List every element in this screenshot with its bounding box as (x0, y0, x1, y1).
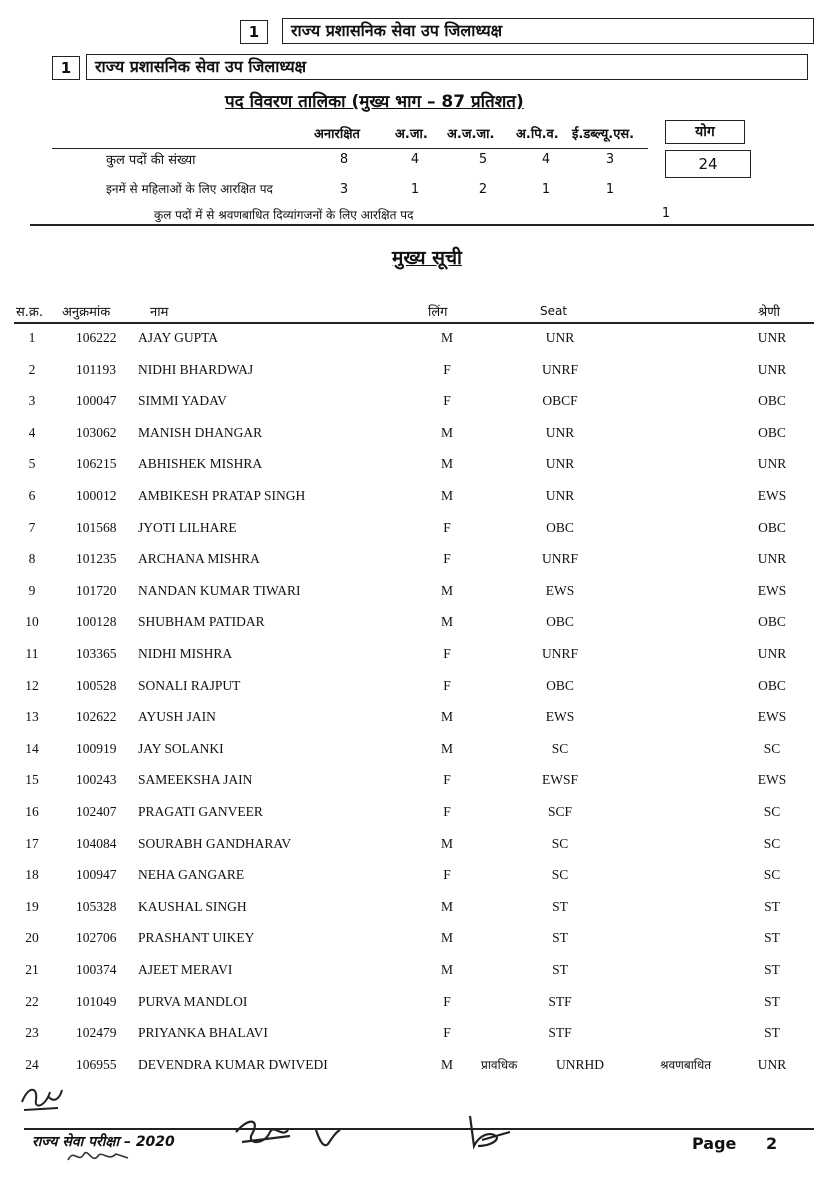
row-sno: 5 (28, 456, 36, 472)
footer-exam-label: राज्य सेवा परीक्षा – 2020 (32, 1134, 175, 1150)
header-title-box-top: राज्य प्रशासनिक सेवा उप जिलाध्यक्ष (282, 18, 814, 44)
row-seat: SCF (547, 804, 573, 819)
row-roll-number: 100012 (76, 488, 117, 503)
row-roll-number: 101720 (76, 582, 117, 598)
row-roll-number: 104084 (76, 835, 117, 851)
col-ews: ई.डब्ल्यू.एस. (572, 127, 635, 142)
row-roll-number: 100128 (76, 614, 117, 630)
table-row (0, 770, 831, 801)
footer-divider (24, 1128, 814, 1130)
table-row (0, 960, 831, 991)
page-label: Page (692, 1134, 737, 1153)
footer-signature (64, 1146, 134, 1168)
row-roll-number: 102407 (76, 804, 117, 819)
row-roll-number: 103365 (76, 646, 117, 661)
row-name: PURVA MANDLOI (138, 993, 248, 1009)
row-name: SHUBHAM PATIDAR (138, 614, 265, 630)
row-gender: M (440, 1056, 453, 1072)
row-roll-number: 106955 (76, 1056, 117, 1072)
row-seat: UNR (545, 456, 575, 472)
row-gender: F (443, 772, 451, 788)
row-name: NEHA GANGARE (138, 867, 245, 883)
table-row (0, 802, 831, 833)
row-roll-number: 106215 (76, 456, 117, 472)
row-seat: UNRF (541, 551, 578, 567)
row-gender: M (440, 835, 453, 851)
row-roll-number: 101049 (76, 993, 117, 1009)
row-name: DEVENDRA KUMAR DWIVEDI (138, 1056, 328, 1072)
row-seat: UNR (545, 488, 575, 503)
row-seat: STF (548, 993, 572, 1009)
row-category: ST (764, 898, 780, 914)
row-gender: F (443, 551, 451, 567)
row-gender: F (443, 646, 451, 661)
row-seat: UNRF (541, 646, 578, 661)
main-list-title: मुख्य सूची (392, 247, 462, 269)
row-category: SC (763, 835, 781, 851)
row-seat: OBC (546, 519, 574, 535)
row-category: EWS (757, 772, 787, 788)
row-roll-number: 100243 (76, 772, 117, 788)
row-seat: EWS (545, 709, 575, 725)
total-unreserved: 8 (339, 152, 349, 167)
table-row (0, 739, 831, 770)
col-sc: अ.जा. (395, 127, 428, 142)
row-category: UNR (757, 330, 787, 345)
row-gender: F (443, 867, 451, 883)
header-number-box: 1 (52, 56, 80, 80)
row-sno: 15 (25, 772, 39, 788)
table-divider (52, 148, 648, 149)
row-name: NANDAN KUMAR TIWARI (138, 582, 301, 598)
row-category: OBC (758, 677, 786, 693)
row-name: PRASHANT UIKEY (138, 930, 255, 946)
table-row (0, 928, 831, 959)
total-st: 5 (478, 152, 488, 167)
table-row (0, 328, 831, 359)
col-header-roll: अनुक्रमांक (62, 305, 111, 320)
row-category: SC (763, 804, 781, 819)
row-roll-number: 102622 (76, 709, 117, 725)
row-sno: 18 (25, 867, 39, 883)
row-roll-number: 101235 (76, 551, 117, 567)
row-gender: M (440, 488, 453, 503)
row-gender: M (440, 456, 453, 472)
col-unreserved: अनारक्षित (314, 127, 360, 142)
row-gender: M (440, 962, 453, 977)
table-row (0, 454, 831, 485)
row-roll-number: 100528 (76, 677, 117, 693)
row-name: SIMMI YADAV (138, 393, 227, 409)
row-sno: 7 (28, 519, 36, 535)
women-sc: 1 (410, 182, 420, 197)
row-name: ARCHANA MISHRA (138, 551, 260, 567)
row-gender: M (440, 930, 453, 946)
row-roll-number: 102706 (76, 930, 117, 946)
total-posts-label: कुल पदों की संख्या (106, 153, 196, 168)
row-seat: EWSF (541, 772, 578, 788)
table-row (0, 1023, 831, 1054)
row-gender: F (443, 393, 451, 409)
row-name: PRAGATI GANVEER (138, 804, 263, 819)
table-row (0, 992, 831, 1023)
row-name: SOURABH GANDHARAV (138, 835, 292, 851)
row-category: ST (764, 993, 780, 1009)
row-name: ABHISHEK MISHRA (138, 456, 263, 472)
row-seat: OBC (546, 614, 574, 630)
row-category: ST (764, 1025, 780, 1041)
header-title-box: राज्य प्रशासनिक सेवा उप जिलाध्यक्ष (86, 54, 808, 80)
section-divider (30, 224, 814, 226)
row-gender: F (443, 804, 451, 819)
row-sno: 11 (25, 646, 39, 661)
row-seat: OBC (546, 677, 574, 693)
row-sno: 19 (25, 898, 39, 914)
row-category: OBC (758, 614, 786, 630)
yog-header: योग (665, 120, 745, 144)
row-category: UNR (757, 551, 787, 567)
row-sno: 10 (25, 614, 39, 630)
row-gender: M (440, 614, 453, 630)
row-gender: M (440, 709, 453, 725)
row-name: AJAY GUPTA (138, 330, 219, 345)
table-row (0, 612, 831, 643)
table-row (0, 865, 831, 896)
row-seat: ST (552, 898, 568, 914)
row-name: AYUSH JAIN (138, 709, 216, 725)
row-roll-number: 100947 (76, 867, 117, 883)
row-roll-number: 101193 (76, 361, 116, 377)
row-gender: F (443, 677, 451, 693)
col-header-sno: स.क्र. (16, 305, 44, 320)
row-sno: 24 (25, 1056, 39, 1072)
row-sno: 20 (25, 930, 39, 946)
row-seat: SC (551, 835, 569, 851)
row-category: UNR (757, 646, 787, 661)
row-seat: ST (552, 930, 568, 946)
row-category: EWS (757, 488, 787, 503)
table-row (0, 391, 831, 422)
row-sno: 1 (28, 330, 36, 345)
row-category: UNR (757, 456, 787, 472)
total-sc: 4 (410, 152, 420, 167)
row-gender: F (443, 361, 451, 377)
table-row (0, 897, 831, 928)
row-category: EWS (757, 709, 787, 725)
table-row (0, 360, 831, 391)
row-seat-note: प्रावधिक (481, 1057, 518, 1072)
row-category: ST (764, 962, 780, 977)
row-seat: OBCF (542, 393, 578, 409)
row-gender: F (443, 1025, 451, 1041)
row-name: SONALI RAJPUT (138, 677, 241, 693)
row-gender: M (440, 330, 453, 345)
row-sno: 14 (25, 740, 39, 756)
page-number: 2 (766, 1134, 778, 1153)
initials-signature (18, 1080, 66, 1116)
total-ews: 3 (605, 152, 615, 167)
table-row (0, 644, 831, 675)
col-obc: अ.पि.व. (516, 127, 559, 142)
row-category: SC (763, 740, 781, 756)
table-row (0, 1055, 831, 1086)
hearing-impaired-value: 1 (661, 206, 671, 221)
table-row (0, 581, 831, 612)
row-sno: 8 (28, 551, 36, 567)
col-st: अ.ज.जा. (447, 127, 495, 142)
row-category: OBC (758, 393, 786, 409)
row-seat: UNR (545, 424, 575, 440)
row-gender: F (443, 993, 451, 1009)
row-name: JYOTI LILHARE (138, 519, 237, 535)
table-row (0, 486, 831, 517)
row-seat: SC (551, 867, 569, 883)
row-category: ST (764, 930, 780, 946)
row-roll-number: 101568 (76, 519, 117, 535)
row-sno: 23 (25, 1025, 39, 1041)
row-sno: 6 (28, 488, 36, 503)
row-category: UNR (757, 1056, 787, 1072)
col-header-name: नाम (150, 305, 169, 320)
row-name: AMBIKESH PRATAP SINGH (138, 488, 306, 503)
row-sno: 21 (25, 962, 39, 977)
women-posts-label: इनमें से महिलाओं के लिए आरक्षित पद (106, 182, 273, 196)
row-sno: 4 (28, 424, 36, 440)
women-st: 2 (478, 182, 488, 197)
row-name: MANISH DHANGAR (138, 424, 263, 440)
hearing-impaired-label: कुल पदों में से श्रवणबाधित दिव्यांगजनों के लिए आरक्षित पद (154, 208, 414, 222)
signature-2 (310, 1124, 350, 1152)
row-sno: 9 (28, 582, 36, 598)
row-sno: 22 (25, 993, 39, 1009)
table-row (0, 518, 831, 549)
row-sno: 17 (25, 835, 39, 851)
post-table-title: पद विवरण तालिका (मुख्य भाग – 87 प्रतिशत) (225, 92, 524, 112)
row-roll-number: 102479 (76, 1025, 117, 1041)
row-sno: 12 (25, 677, 39, 693)
row-gender: M (440, 582, 453, 598)
row-gender: M (440, 740, 453, 756)
row-name: JAY SOLANKI (138, 740, 224, 756)
row-name: SAMEEKSHA JAIN (138, 772, 253, 788)
signature-1 (230, 1112, 300, 1154)
table-row (0, 549, 831, 580)
table-row (0, 707, 831, 738)
row-sno: 13 (25, 709, 39, 725)
row-category: OBC (758, 424, 786, 440)
women-ews: 1 (605, 182, 615, 197)
table-row (0, 423, 831, 454)
row-name: NIDHI MISHRA (138, 646, 233, 661)
row-sno: 3 (28, 393, 36, 409)
row-roll-number: 105328 (76, 898, 117, 914)
row-gender: F (443, 519, 451, 535)
signature-3 (460, 1110, 520, 1154)
row-seat: UNRF (541, 361, 578, 377)
row-name: PRIYANKA BHALAVI (138, 1025, 268, 1041)
row-name: KAUSHAL SINGH (138, 898, 247, 914)
row-seat: ST (552, 962, 568, 977)
row-roll-number: 100047 (76, 393, 117, 409)
total-yog: 24 (665, 150, 751, 178)
row-sno: 16 (25, 804, 39, 819)
row-seat: UNRHD (555, 1056, 604, 1072)
col-header-seat: Seat (540, 304, 568, 318)
row-name: AJEET MERAVI (138, 962, 233, 977)
row-gender: M (440, 898, 453, 914)
row-name: NIDHI BHARDWAJ (138, 361, 254, 377)
row-roll-number: 100919 (76, 740, 117, 756)
row-category: OBC (758, 519, 786, 535)
row-note: श्रवणबाधित (660, 1057, 712, 1072)
row-category: UNR (757, 361, 787, 377)
total-obc: 4 (541, 152, 551, 167)
row-roll-number: 103062 (76, 424, 117, 440)
table-row (0, 676, 831, 707)
row-gender: M (440, 424, 453, 440)
row-category: EWS (757, 582, 787, 598)
row-sno: 2 (28, 361, 36, 377)
row-category: SC (763, 867, 781, 883)
header-number-box-top: 1 (240, 20, 268, 44)
col-header-gender: लिंग (428, 305, 448, 320)
women-obc: 1 (541, 182, 551, 197)
row-seat: EWS (545, 582, 575, 598)
row-roll-number: 100374 (76, 962, 117, 977)
row-seat: SC (551, 740, 569, 756)
list-header-divider (14, 322, 814, 324)
col-header-category: श्रेणी (758, 305, 780, 320)
row-seat: STF (548, 1025, 572, 1041)
row-seat: UNR (545, 330, 575, 345)
row-roll-number: 106222 (76, 330, 117, 345)
table-row (0, 834, 831, 865)
women-unreserved: 3 (339, 182, 349, 197)
